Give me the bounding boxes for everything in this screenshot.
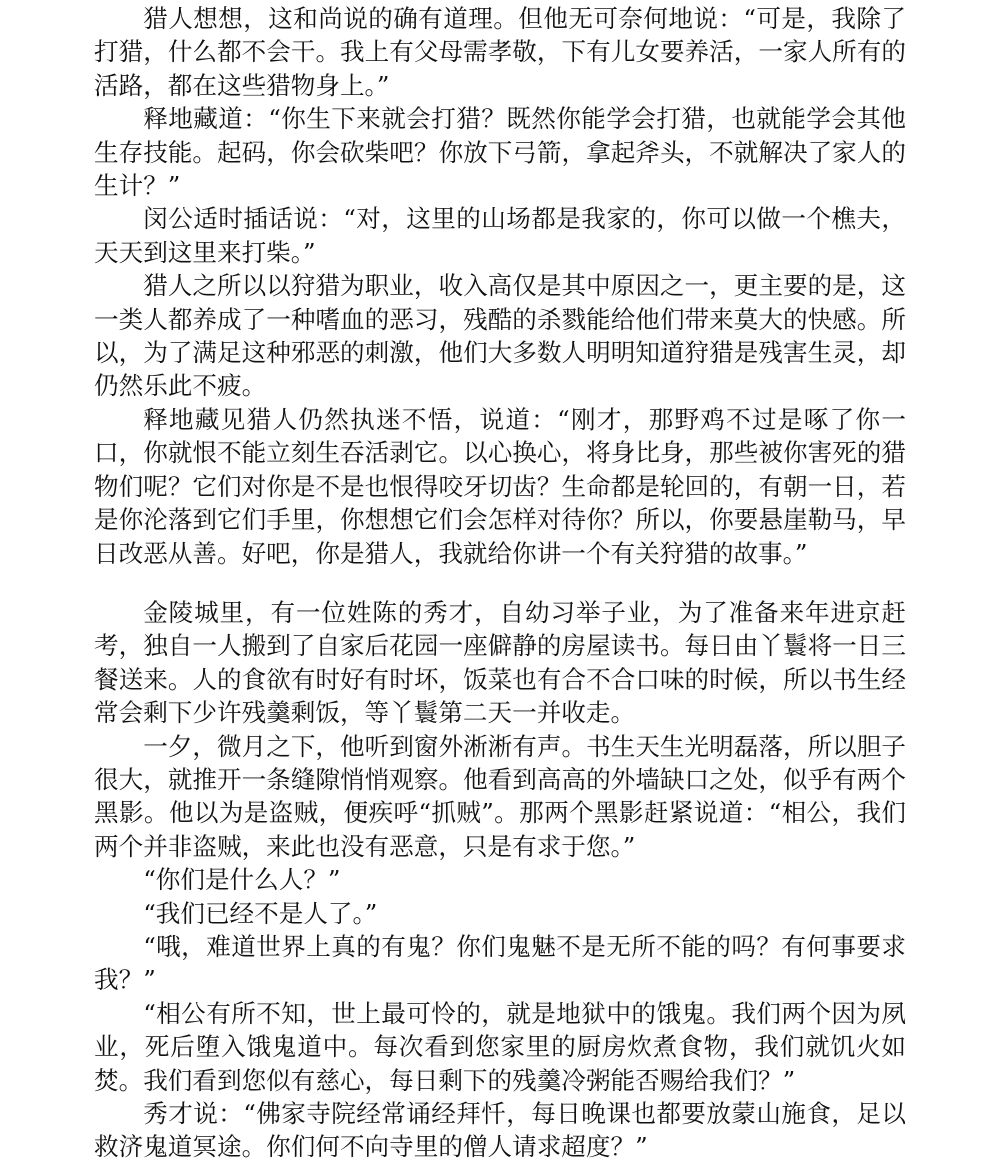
dialogue-line: “相公有所不知，世上最可怜的，就是地狱中的饿鬼。我们两个因为夙业，死后堕入饿鬼道中。每次看到您家里的厨房炊煮食物，我们就饥火如焚。我们看到您似有慈心，每日剩下的残羹冷粥能否赐给我们？” [94,998,906,1095]
paragraph: 闵公适时插话说：“对，这里的山场都是我家的，你可以做一个樵夫，天天到这里来打柴。” [94,204,906,267]
document-page [94,2,906,1164]
dialogue-line: “哦，难道世界上真的有鬼？你们鬼魅不是无所不能的吗？有何事要求我？” [94,931,906,995]
paragraph: 一夕，微月之下，他听到窗外淅淅有声。书生天生光明磊落，所以胆子很大，就推开一条缝隙悄悄观察。他看到高高的外墙缺口之处，似乎有两个黑影。他以为是盗贼，便疾呼“抓贼”。那两个黑影赶紧说道：“相公，我们两个并非盗贼，来此也没有恶意，只是有求于您。” [94,731,906,861]
paragraph: 金陵城里，有一位姓陈的秀才，自幼习举子业，为了准备来年进京赶考，独自一人搬到了自家后花园一座僻静的房屋读书。每日由丫鬟将一日三餐送来。人的食欲有时好有时坏，饭菜也有合不合口味的时候，所以书生经常会剩下少许残羹剩饭，等丫鬟第二天一并收走。 [94,597,906,728]
paragraph: 猎人之所以以狩猎为职业，收入高仅是其中原因之一，更主要的是，这一类人都养成了一种嗜血的恶习，残酷的杀戮能给他们带来莫大的快感。所以，为了满足这种邪恶的刺激，他们大多数人明明知道狩猎是残害生灵，却仍然乐此不疲。 [94,271,906,401]
paragraph: 释地藏见猎人仍然执迷不悟，说道：“刚才，那野鸡不过是啄了你一口，你就恨不能立刻生吞活剥它。以心换心，将身比身，那些被你害死的猎物们呢？它们对你是不是也恨得咬牙切齿？生命都是轮回的，有朝一日，若是你沦落到它们手里，你想想它们会怎样对待你？所以，你要悬崖勒马，早日改恶从善。好吧，你是猎人，我就给你讲一个有关狩猎的故事。” [94,404,906,568]
paragraph: 释地藏道：“你生下来就会打猎？既然你能学会打猎，也就能学会其他生存技能。起码，你会砍柴吧？你放下弓箭，拿起斧头，不就解决了家人的生计？” [94,104,906,201]
dialogue-line: “我们已经不是人了。” [143,898,378,928]
dialogue-line: “你们是什么人？” [143,865,341,895]
section-gap [94,570,906,596]
paragraph: 猎人想想，这和尚说的确有道理。但他无可奈何地说：“可是，我除了打猎，什么都不会干。我上有父母需孝敬，下有儿女要养活，一家人所有的活路，都在这些猎物身上。” [94,4,906,100]
paragraph: 秀才说：“佛家寺院经常诵经拜忏，每日晚课也都要放蒙山施食，足以救济鬼道冥途。你们何不向寺里的僧人请求超度？” [94,1099,906,1162]
